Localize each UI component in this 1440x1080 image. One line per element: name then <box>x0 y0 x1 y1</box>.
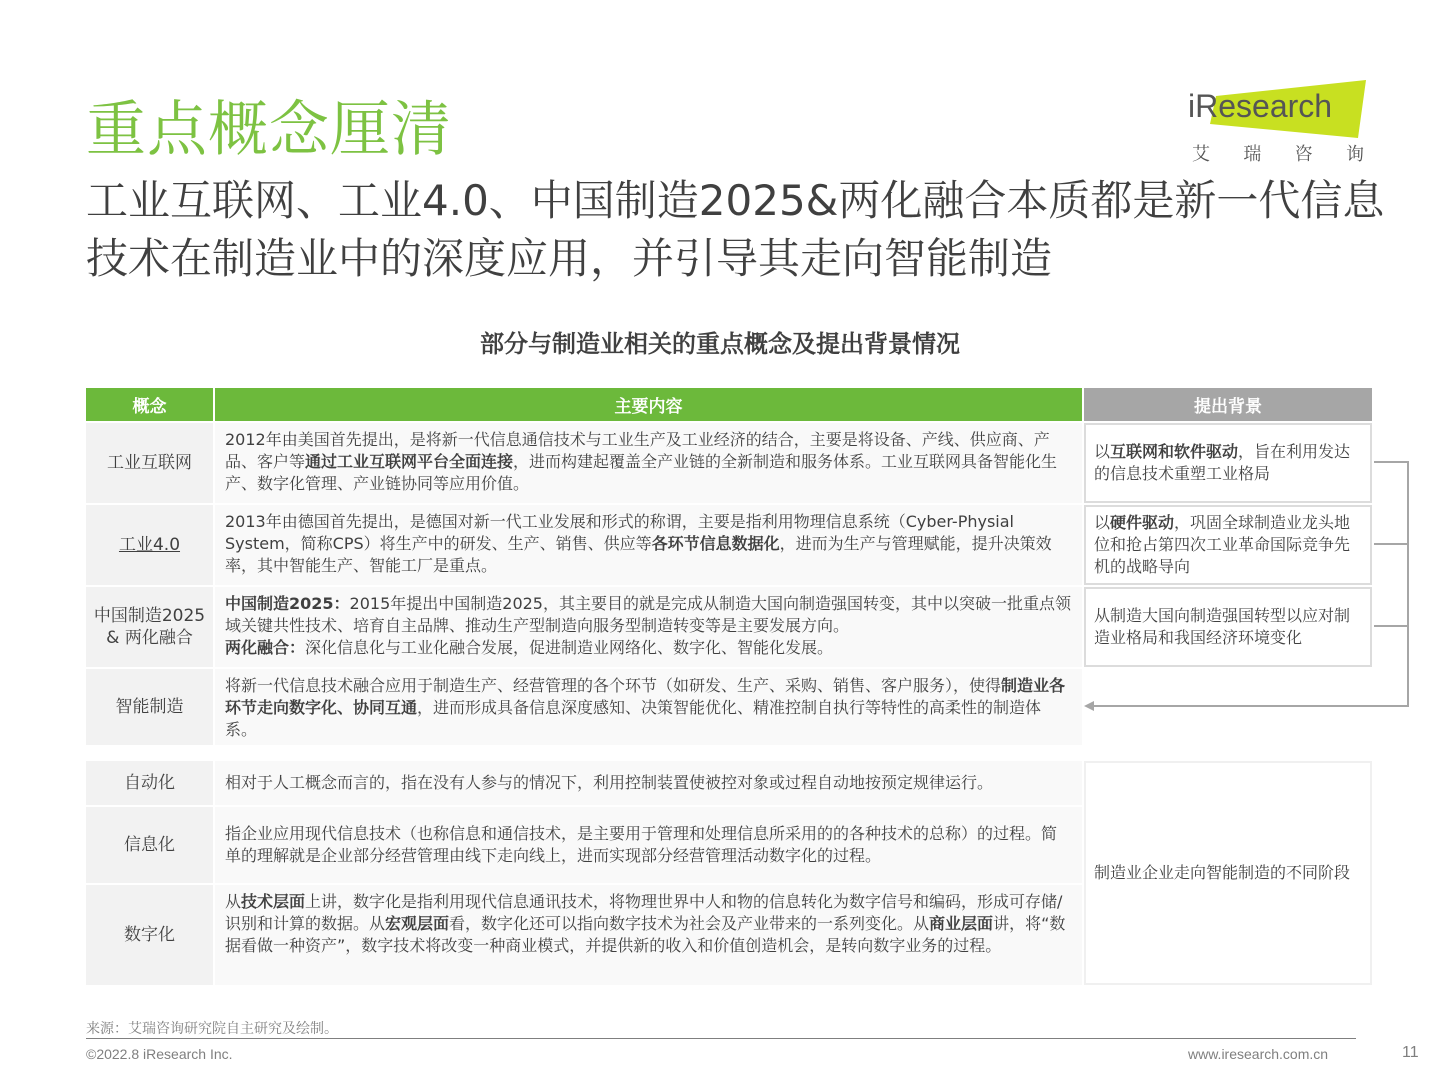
rich-text <box>225 676 1065 739</box>
logo-char: 询 <box>1345 144 1364 165</box>
text-segment: 以 <box>1094 442 1111 461</box>
text-segment: ，进而为生产与管理赋能，提升决策效率，其中智能生产、智能工厂是重点。 <box>225 534 1052 575</box>
page-title: 重点概念厘清 <box>86 95 452 165</box>
concept-cell: 数字化 <box>86 885 213 985</box>
text-segment: 将新一代信息技术融合应用于制造生产、经营管理的各个环节（如研发、生产、采购、销售、客户服务），使得 <box>225 676 1002 695</box>
table-title: 部分与制造业相关的重点概念及提出背景情况 <box>480 330 960 358</box>
concept-cell: 工业互联网 <box>86 423 213 503</box>
text-segment: 从制造大国向制造强国转型以应对制造业格局和我国经济环境变化 <box>1094 606 1351 647</box>
logo-chinese <box>1192 140 1364 166</box>
content-cell <box>215 885 1082 985</box>
text-segment: 深化信息化与工业化融合发展，促进制造业网络化、数字化、智能化发展。 <box>305 638 834 657</box>
text-segment: 2013年由德国首先提出，是德国对新一代工业发展和形式的称谓，主要是指利用物理信息系统（Cyber-Physial System，简称CPS）将生产中的研发、生产、销售、供应等 <box>225 512 1014 553</box>
text-segment: ，进而形成具备信息深度感知、决策智能优化、精准控制自执行等特性的高柔性的制造体系。 <box>225 698 1042 739</box>
bold-text: 中国制造2025： <box>225 594 350 613</box>
rich-text <box>225 824 1057 865</box>
content-cell <box>215 669 1082 745</box>
copyright: ©2022.8 iResearch Inc. <box>86 1046 233 1062</box>
rich-text <box>225 512 1052 575</box>
header-concept: 概念 <box>86 388 213 421</box>
logo-char: 艾 <box>1192 144 1210 165</box>
text-segment: 讲，将“数据看做一种资产”，数字技术将改变一种商业模式，并提供新的收入和价值创造机会，是转向数字业务的过程。 <box>225 914 1066 955</box>
website-link[interactable]: www.iresearch.com.cn <box>1188 1046 1329 1062</box>
concept-cell: 工业4.0 <box>86 505 213 585</box>
background-cell <box>1084 505 1372 585</box>
text-segment: 从 <box>225 892 242 911</box>
header-background: 提出背景 <box>1084 388 1372 421</box>
text-segment: ，进而构建起覆盖全产业链的全新制造和服务体系。工业互联网具备智能化生产、数字化管理、产业链协同等应用价值。 <box>225 452 1058 493</box>
bold-text: 各环节信息数据化 <box>651 534 780 553</box>
bold-text: 制造业各环节走向数字化、协同互通 <box>225 676 1066 717</box>
concept-cell: 信息化 <box>86 807 213 883</box>
bold-text: 商业层面 <box>929 914 994 933</box>
rich-text <box>1094 512 1362 578</box>
bold-text: 互联网和软件驱动 <box>1110 442 1239 461</box>
logo-char: 瑞 <box>1243 144 1262 165</box>
text-segment: 相对于人工概念而言的，指在没有人参与的情况下，利用控制装置使被控对象或过程自动地按预定规律运行。 <box>225 773 994 792</box>
rich-text <box>1094 441 1362 485</box>
background-cell <box>1084 423 1372 503</box>
page-subtitle: 工业互联网、工业4.0、中国制造2025&两化融合本质都是新一代信息技术在制造业中的深度应用，并引导其走向智能制造 <box>86 176 1385 283</box>
footer-divider <box>86 1038 1356 1039</box>
text-segment: 上讲，数字化是指利用现代信息通讯技术，将物理世界中人和物的信息转化为数字信号和编码，形成可存储/识别和计算的数据。从 <box>225 892 1063 933</box>
bold-text: 硬件驱动 <box>1110 513 1175 532</box>
content-cell <box>215 807 1082 883</box>
rich-text <box>225 430 1057 493</box>
iresearch-logo <box>1188 76 1368 166</box>
rich-text <box>225 594 1071 657</box>
text-segment: ，巩固全球制造业龙头地位和抢占第四次工业革命国际竞争先机的战略导向 <box>1094 513 1351 576</box>
concept-cell: 自动化 <box>86 761 213 805</box>
content-cell <box>215 423 1082 503</box>
content-cell <box>215 587 1082 667</box>
bold-text: 技术层面 <box>241 892 306 911</box>
logo-char: 咨 <box>1294 144 1313 165</box>
rich-text <box>225 773 993 792</box>
bold-text: 宏观层面 <box>385 914 450 933</box>
text-segment: 2012年由美国首先提出，是将新一代信息通信技术与工业生产及工业经济的结合，主要是将设备、产线、供应商、产品、客户等 <box>225 430 1050 471</box>
text-segment: 看，数字化还可以指向数字技术为社会及产业带来的一系列变化。从 <box>449 914 930 933</box>
concept-cell: 智能制造 <box>86 669 213 745</box>
header-content: 主要内容 <box>215 388 1082 421</box>
concept-cell: 中国制造2025 & 两化融合 <box>86 587 213 667</box>
source-note: 来源：艾瑞咨询研究院自主研究及绘制。 <box>86 1021 338 1037</box>
stage-background-cell: 制造业企业走向智能制造的不同阶段 <box>1084 761 1372 985</box>
text-segment: 以 <box>1094 513 1111 532</box>
content-cell <box>215 505 1082 585</box>
bold-text: 通过工业互联网平台全面连接 <box>305 452 514 471</box>
concept-table <box>86 388 1372 988</box>
rich-text <box>225 892 1065 955</box>
text-segment: ，旨在利用发达的信息技术重塑工业格局 <box>1094 442 1351 483</box>
logo-wordmark: iResearch <box>1188 88 1333 124</box>
background-cell <box>1084 587 1372 667</box>
text-segment: 2015年提出中国制造2025，其主要目的就是完成从制造大国向制造强国转变，其中以突破一批重点领域关键共性技术、培育自主品牌、推动生产型制造向服务型制造转变等是主要发展方向。 <box>225 594 1071 635</box>
page-number: 11 <box>1402 1044 1419 1061</box>
bold-text: 两化融合： <box>225 638 306 657</box>
content-cell <box>215 761 1082 805</box>
rich-text <box>1094 605 1362 649</box>
text-segment: 指企业应用现代信息技术（也称信息和通信技术，是主要用于管理和处理信息所采用的的各种技术的总称）的过程。简单的理解就是企业部分经营管理由线下走向线上，进而实现部分经营管理活动数字化的过程。 <box>225 824 1058 865</box>
